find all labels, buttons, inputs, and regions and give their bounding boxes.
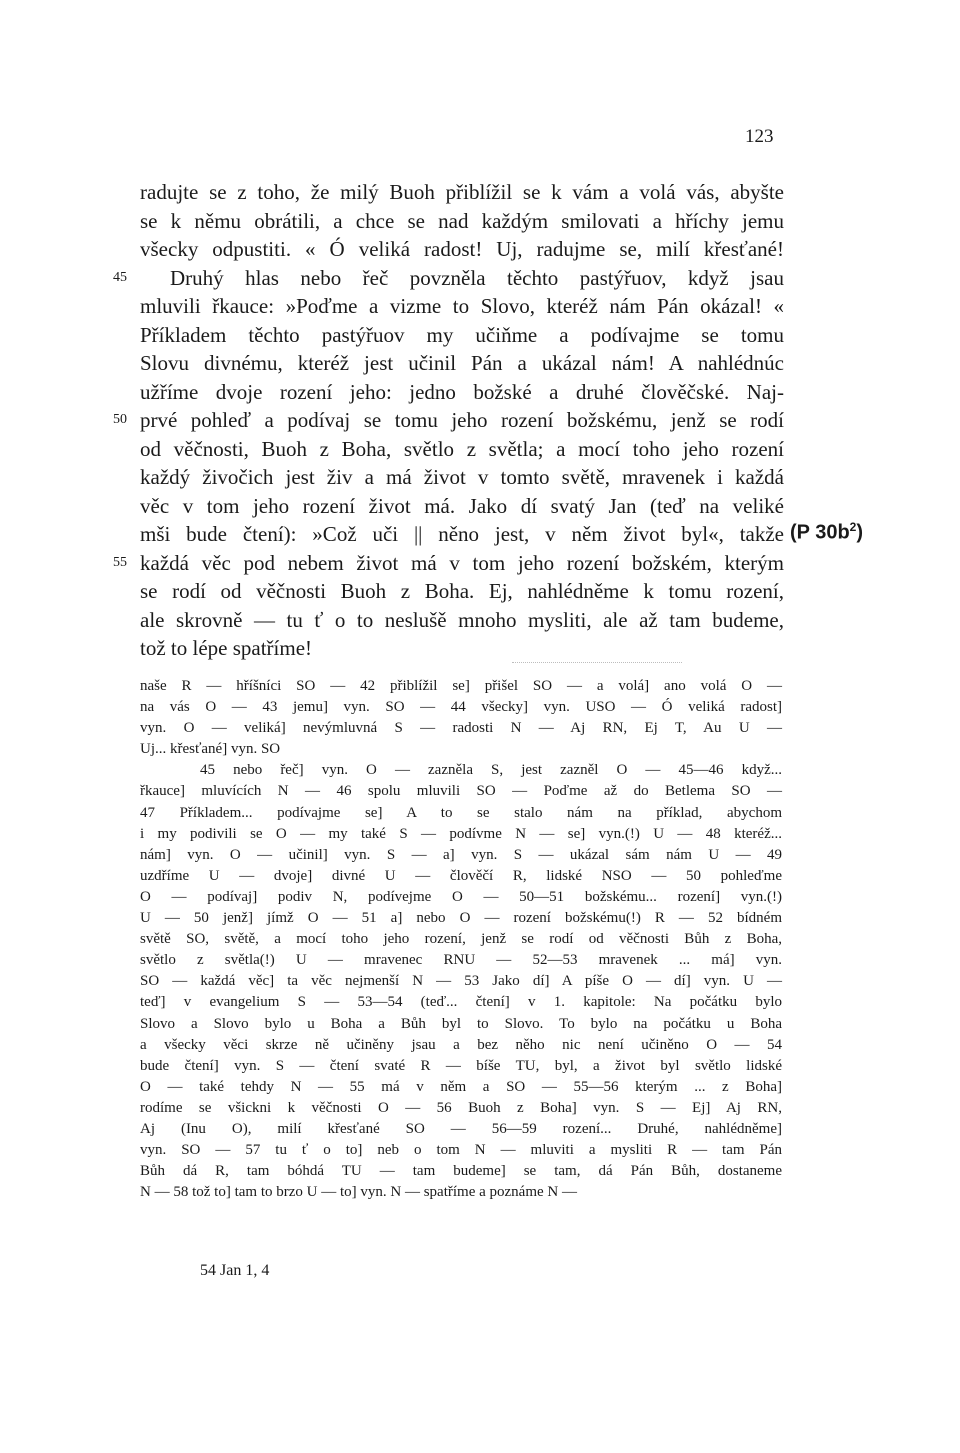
note-line: vyn. SO — 57 tu ť o to] neb o tom N — mluviti a mysliti R — tam Pán (140, 1142, 782, 1159)
main-text (140, 178, 784, 663)
text-line: se rodí od věčnosti Buoh z Boha. Ej, nahlédněme k tomu rození, (140, 579, 784, 603)
note-line: nám] vyn. O — učinil] vyn. S — a] vyn. S — ukázal sám nám U — 49 (140, 846, 782, 863)
margin-note-text: (P 30b (790, 521, 850, 544)
text-line: se k němu obrátili, a chce se nad každým smilovati a hříchy jemu (140, 208, 784, 233)
text-line: užříme dvoje rození jeho: jedno božské a druhé člověčské. Naj- (140, 379, 784, 404)
text-line: radujte se z toho, že milý Buoh přiblížil se k vám a volá vás, abyšte (140, 180, 784, 204)
note-line: rodíme se všickni k věčnosti O — 56 Buoh z Boha] vyn. S — Ej] Aj RN, (140, 1099, 782, 1116)
note-line: Bůh dá R, tam bóhdá TU — tam budeme] se tam, dá Pán Bůh, dostaneme (140, 1163, 782, 1180)
text-line: každá věc pod nebem život má v tom jeho rození božském, kterým (140, 550, 784, 575)
note-line: naše R — hříšníci SO — 42 přiblížil se] přišel SO — a volá] ano volá O — (140, 678, 782, 694)
note-line: 45 nebo řeč] vyn. O — zazněla S, jest zazněl O — 45—46 když... (200, 762, 782, 779)
note-line: uzdříme U — dvoje] divné U — člověčí R, lidské NSO — 50 pohleďme (140, 867, 782, 884)
line-number: 45 (113, 269, 127, 285)
note-line: Uj... křesťané] vyn. SO (140, 741, 281, 758)
notes-separator (512, 662, 682, 663)
text-line: věc v tom jeho rození život má. Jako dí svatý Jan (teď na veliké (140, 493, 784, 518)
note-line: teď] v evangelium S — 53—54 (teď... čtení] v 1. kapitole: Na počátku bylo (140, 994, 782, 1011)
text-line: prvé pohleď a podívaj se tomu jeho rození božskému, jenž se rodí (140, 408, 784, 432)
note-line: na vás O — 43 jemu] vyn. SO — 44 všecky] vyn. USO — Ó veliká radost] (140, 699, 782, 716)
note-line: vyn. O — veliká] nevýmluvná S — radosti N — Aj RN, Ej T, Au U — (140, 720, 782, 737)
note-line: N — 58 tož to] tam to brzo U — to] vyn. N — spatříme a poznáme N — (140, 1184, 577, 1201)
text-line: ale skrovně — tu ť o to neslušě mnoho mysliti, ale až tam budeme, (140, 607, 784, 632)
text-line: Příkladem těchto pastýřuov my učiňme a podívajme se tomu (140, 322, 784, 347)
footnote-reference: 54 Jan 1, 4 (200, 1262, 270, 1279)
note-line: U — 50 jenž] jímž O — 51 a] nebo O — rození božskému(!) R — 52 bídném (140, 910, 782, 927)
note-line: a všecky věci skrze ně učiněny jsau a bez něho nic není učiněno O — 54 (140, 1036, 782, 1053)
text-line: mši bude čtení): »Což uči || něno jest, v něm život byl«, takže (140, 522, 784, 546)
line-number: 55 (113, 554, 127, 570)
note-line: Aj (Inu O), milí křesťané SO — 56—59 rození... Druhé, nahlédněme] (140, 1120, 782, 1137)
note-line: 47 Příkladem... podívajme se] A to se stalo nám na příklad, abychom (140, 804, 782, 821)
text-line: od věčnosti, Buoh z Boha, světlo z světla; a mocí toho jeho rození (140, 436, 784, 461)
margin-note (790, 520, 863, 545)
margin-note-close: ) (856, 521, 864, 544)
text-line: tož to lépe spatříme! (140, 636, 313, 660)
text-line: každý živočich jest živ a má život v tomto světě, mravenek i každá (140, 465, 784, 489)
note-line: i my podivili se O — my také S — podívme N — se] vyn.(!) U — 48 kteréž... (140, 825, 782, 842)
text-line: všecky odpustiti. « Ó veliká radost! Uj, radujme se, milí křesťané! (140, 237, 784, 261)
apparatus-notes (140, 676, 782, 1203)
note-line: světě SO, světě, a mocí toho jeho rození, jenž se rodí od věčnosti Bůh z Boha, (140, 931, 782, 948)
note-line: O — také tehdy N — 55 má v něm a SO — 55—56 kterým ... z Boha] (140, 1078, 782, 1095)
text-line: Slovu divnému, kteréž jest učinil Pán a ukázal nám! A nahlédnúc (140, 351, 784, 375)
margin-note-sup: 2 (849, 520, 857, 534)
text-line: mluvili řkauce: »Poďme a vizme to Slovo, kteréž nám Pán okázal! « (140, 294, 784, 318)
note-line: řkauce] mluvících N — 46 spolu mluvili SO — Poďme až do Betlema SO — (140, 783, 782, 800)
note-line: světlo z světla(!) U — mravenec RNU — 52—53 mravenek ... má] vyn. (140, 952, 782, 969)
line-number: 50 (113, 412, 127, 427)
note-line: O — podívaj] podiv N, podívejme O — 50—51 božskému... rození] vyn.(!) (140, 888, 782, 905)
note-line: Slovo a Slovo bylo u Boha a Bůh byl to Slovo. To bylo na počátku u Boha (140, 1015, 782, 1032)
note-line: SO — každá věc] ta věc nejmenší N — 53 Jako dí] A píše O — dí] vyn. U — (140, 973, 782, 990)
note-line: bude čtení] vyn. S — čtení svaté R — bíše TU, byl, a život byl světlo lidské (140, 1057, 782, 1074)
text-line: Druhý hlas nebo řeč povzněla těchto pastýřuov, když jsau (170, 265, 784, 290)
page-number: 123 (745, 126, 774, 147)
